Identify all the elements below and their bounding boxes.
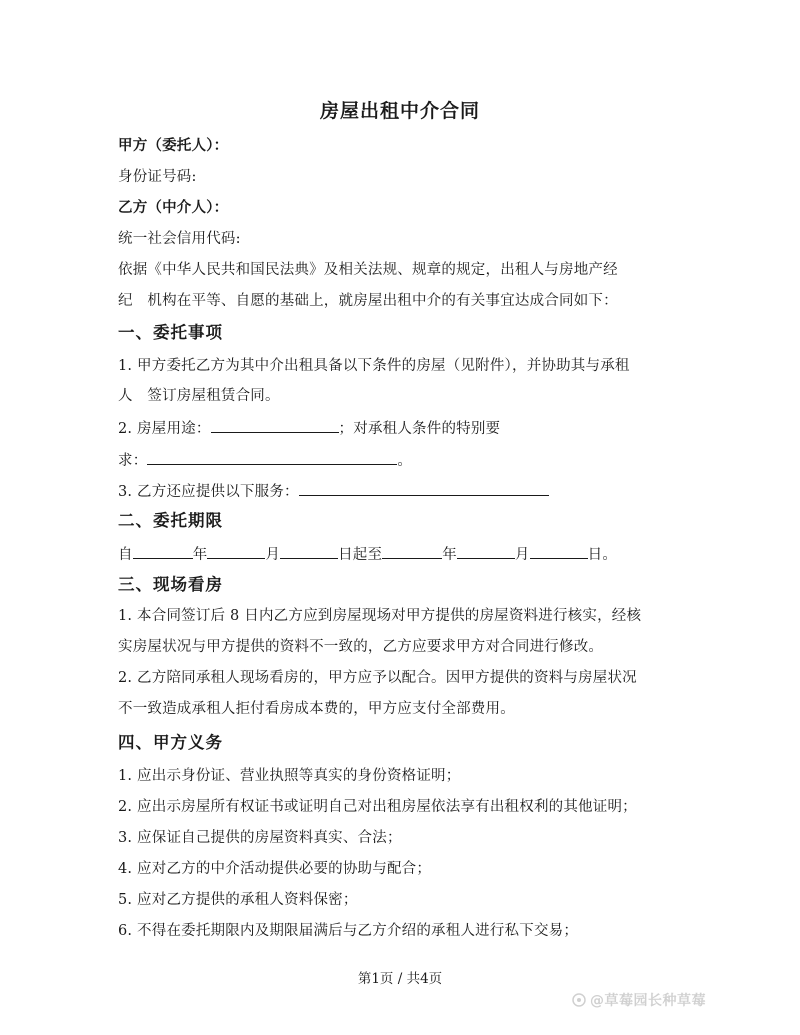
s3-item2-line2: 不一致造成承租人拒付看房成本费的，甲方应支付全部费用。 [118,701,515,717]
end-day-blank[interactable] [530,543,588,559]
s1-item2-suffix: ；对承租人条件的特别要 [338,421,501,437]
party-a-label: 甲方（委托人）： [118,138,229,154]
month-label-1: 月 [265,547,281,563]
document-title: 房屋出租中介合同 [319,100,480,122]
credit-code-label: 统一社会信用代码: [118,231,241,247]
day-label-1: 日起至 [338,547,383,563]
from-label: 自 [118,547,133,563]
usage-blank[interactable] [211,417,339,433]
s1-item2-line2-suffix: 。 [397,453,413,469]
watermark-logo-icon [572,993,586,1007]
end-month-blank[interactable] [457,543,515,559]
start-day-blank[interactable] [280,543,338,559]
intro-line-2: 纪 机构在平等、自愿的基础上，就房屋出租中介的有关事宜达成合同如下： [118,293,618,309]
s4-item: 4. 应对乙方的中介活动提供必要的协助与配合； [118,861,432,877]
s1-item3-prefix: 3. 乙方还应提供以下服务： [118,484,299,500]
s1-item3 [118,480,549,502]
s2-period-line [118,543,617,565]
start-month-blank[interactable] [207,543,265,559]
year-label-2: 年 [442,547,457,563]
requirements-blank[interactable] [147,449,397,465]
s1-item2-line2-prefix: 求： [118,453,148,469]
s3-item1-line1: 1. 本合同签订后 8 日内乙方应到房屋现场对甲方提供的房屋资料进行核实，经核 [118,608,642,624]
s1-item1-line2: 人 签订房屋租赁合同。 [118,388,280,404]
day-label-2: 日。 [587,547,618,563]
s4-item: 3. 应保证自己提供的房屋资料真实、合法； [118,830,402,846]
s1-item2-line2 [118,449,412,471]
s1-item2-prefix: 2. 房屋用途： [118,421,211,437]
s4-item: 2. 应出示房屋所有权证书或证明自己对出租房屋依法享有出租权利的其他证明； [118,799,637,815]
section-1-heading: 一、委托事项 [118,323,223,342]
intro-line-1: 依据《中华人民共和国民法典》及相关法规、规章的规定，出租人与房地产经 [118,262,618,278]
page-footer: 第1页 / 共4页 [357,971,443,987]
s1-item2-line1 [118,417,500,439]
services-blank[interactable] [299,480,549,496]
id-number-label: 身份证号码: [118,169,197,185]
s4-item: 1. 应出示身份证、营业执照等真实的身份资格证明； [118,768,461,784]
section-3-heading: 三、现场看房 [118,575,223,594]
section-4-heading: 四、甲方义务 [118,733,223,752]
s1-item1-line1: 1. 甲方委托乙方为其中介出租具备以下条件的房屋（见附件），并协助其与承租 [118,358,630,374]
start-year-blank[interactable] [133,543,193,559]
year-label-1: 年 [192,547,208,563]
watermark-text: @草莓园长种草莓 [590,993,706,1009]
section-2-heading: 二、委托期限 [118,511,223,530]
s3-item1-line2: 实房屋状况与甲方提供的资料不一致的，乙方应要求甲方对合同进行修改。 [118,639,604,655]
s4-item: 6. 不得在委托期限内及期限届满后与乙方介绍的承租人进行私下交易； [118,923,579,939]
s3-item2-line1: 2. 乙方陪同承租人现场看房的，甲方应予以配合。因甲方提供的资料与房屋状况 [118,670,637,686]
watermark [572,990,706,1010]
s4-item: 5. 应对乙方提供的承租人资料保密； [118,892,358,908]
month-label-2: 月 [514,547,530,563]
end-year-blank[interactable] [382,543,442,559]
party-b-label: 乙方（中介人）： [118,200,229,216]
